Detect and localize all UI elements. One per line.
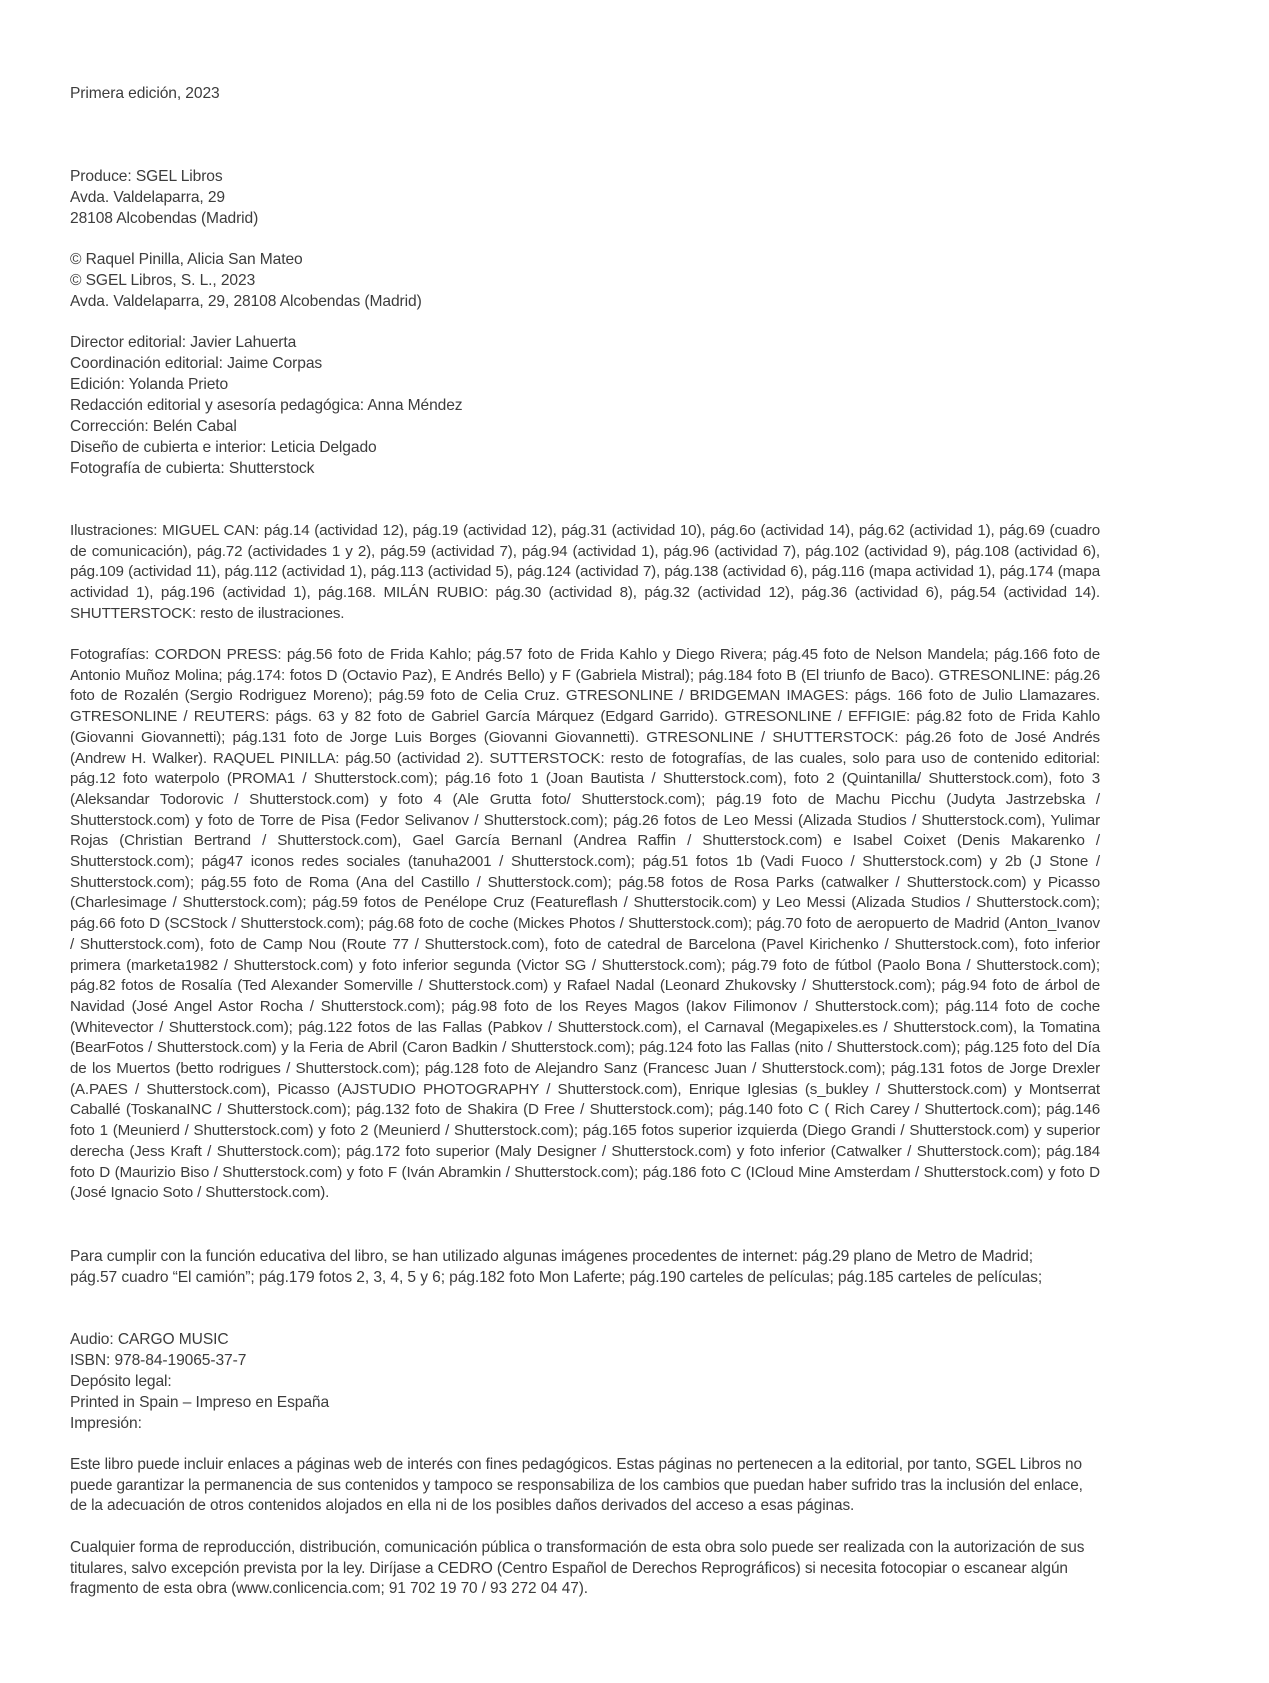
copyright-address: Avda. Valdelaparra, 29, 28108 Alcobendas (Madrid) [70,293,422,310]
credit-coordination: Coordinación editorial: Jaime Corpas [70,355,323,372]
producer-address: Avda. Valdelaparra, 29 [70,189,226,206]
credit-director: Director editorial: Javier Lahuerta [70,334,297,351]
credit-design: Diseño de cubierta e interior: Leticia Delgado [70,439,377,456]
photographs-credits: Fotografías: CORDON PRESS: pág.56 foto de Frida Kahlo; pág.57 foto de Frida Kahlo y Diego Rivera; pág.45 foto de Nelson Mandela; pág.166 foto de Antonio Muñoz Molina; pág.174: fotos D (Octavio Paz), E Andrés Bello) y F (Gabriela Mistral); pág.184 foto B (El triunfo de Baco). GTRESONLINE: pág.26 foto de Rozalén (Sergio Rodriguez Moreno); pág.59 foto de Celia Cruz. GTRESONLINE / BRIDGEMAN IMAGES: págs. 166 foto de Julio Llamazares. GTRESONLINE / REUTERS: págs. 63 y 82 foto de Gabriel García Márquez (Edgard Garrido). GTRESONLINE / EFFIGIE: pág.82 foto de Frida Kahlo (Giovanni Giovannetti); pág.131 foto de Jorge Luis Borges (Giovanni Giovannetti). GTRESONLINE / SHUTTERSTOCK: pág.26 foto de José Andrés (Andrew H. Walker). RAQUEL PINILLA: pág.50 (actividad 2). SUTTERSTOCK: resto de fotografías, de las cuales, solo para uso de contenido editorial: pág.12 foto waterpolo (PROMA1 / Shutterstock.com); pág.16 foto 1 (Joan Bautista / Shutterstock.com), foto 2 (Quintanilla/ Shutterstock.com), foto 3 (Aleksandar Todorovic / Shutterstock.com) y foto 4 (Ale Grutta foto/ Shutterstock.com); pág.19 foto de Machu Picchu (Judyta Jastrzebska / Shutterstock.com) y foto de Torre de Pisa (Fedor Selivanov / Shutterstock.com); pág.26 fotos de Leo Messi (Alizada Studios / Shutterstock.com), Yulimar Rojas (Christian Bertrand / Shutterstock.com), Gael García Bernanl (Andrea Raffin / Shutterstock.com) e Isabel Coixet (Denis Makarenko / Shutterstock.com); pág47 iconos redes sociales (tanuha2001 / Shutterstock.com); pág.51 fotos 1b (Vadi Fuoco / Shutterstock.com) y 2b (J Stone / Shutterstock.com); pág.55 foto de Roma (Ana del Castillo / Shutterstock.com); pág.58 fotos de Rosa Parks (catwalker / Shutterstock.com) y Picasso (Charlesimage / Shutterstock.com); pág.59 fotos de Penélope Cruz (Featureflash / Shutterstocik.com) y Leo Messi (Alizada Studios / Shutterstock.com); pág.66 foto D (SCStock / Shutterstock.com); pág.68 foto de coche (Mickes Photos / Shutterstock.com); pág.70 foto de aeropuerto de Madrid (Anton_Ivanov / Shutterstock.com), foto de Camp Nou (Route 77 / Shutterstock.com), foto de catedral de Barcelona (Pavel Kirichenko / Shutterstock.com), foto inferior primera (marketa1982 / Shutterstock.com) y foto inferior segunda (Victor SG / Shutterstock.com); pág.79 foto de fútbol (Paolo Bona / Shutterstock.com); pág.82 fotos de Rosalía (Ted Alexander Somerville / Shutterstock.com) y Rafael Nadal (Leonard Zhukovsky / Shutterstock.com); pág.94 foto de árbol de Navidad (José Angel Astor Rocha / Shutterstock.com); pág.98 foto de los Reyes Magos (Iakov Filimonov / Shutterstock.com); pág.114 foto de coche (Whitevector / Shutterstock.com); pág.122 fotos de las Fallas (Pabkov / Shutterstock.com), el Carnaval (Megapixeles.es / Shutterstock.com), la Tomatina (BearFotos / Shutterstock.com) y la Feria de Abril (Caron Badkin / Shutterstock.com); pág.124 foto las Fallas (nito / Shutterstock.com); pág.125 foto del Día de los Muertos (betto rodrigues / Shutterstock.com); pág.128 foto de Alejandro Sanz (Francesc Juan / Shutterstock.com); pág.131 fotos de Jorge Drexler (A.PAES / Shutterstock.com), Picasso (AJSTUDIO PHOTOGRAPHY / Shutterstock.com), Enrique Iglesias (s_bukley / Shutterstock.com) y Montserrat Caballé (ToskanaINC / Shutterstock.com); pág.132 foto de Shakira (D Free / Shutterstock.com); pág.140 foto C ( Rich Carey / Shuttertock.com); pág.146 foto 1 (Meunierd / Shutterstock.com) y foto 2 (Meunierd / Shutterstock.com); pág.165 fotos superior izquierda (Diego Grandi / Shutterstock.com) y superior derecha (Jess Kraft / Shutterstock.com); pág.172 foto superior (Maly Designer / Shutterstock.com) y foto inferior (Catwalker / Shutterstock.com); pág.184 foto D (Maurizio Biso / Shutterstock.com) y foto F (Iván Abramkin / Shutterstock.com); pág.186 foto C (ICloud Mine Amsterdam / Shutterstock.com) y foto D (José Ignacio Soto / Shutterstock.com). [70,646,1100,1202]
internet-images-line1: Para cumplir con la función educativa del libro, se han utilizado algunas imágenes procedentes de internet: pág.29 plano de Metro de Madrid; [70,1248,1033,1265]
credit-correction: Corrección: Belén Cabal [70,418,237,435]
credit-cover-photo: Fotografía de cubierta: Shutterstock [70,460,315,477]
printing-line: Impresión: [70,1415,142,1432]
producer-city: 28108 Alcobendas (Madrid) [70,210,259,227]
printed-line: Printed in Spain – Impreso en España [70,1394,330,1411]
credit-edition: Edición: Yolanda Prieto [70,376,229,393]
credit-writing: Redacción editorial y asesoría pedagógica: Anna Méndez [70,397,463,414]
producer-name: Produce: SGEL Libros [70,168,223,185]
copyright-authors: © Raquel Pinilla, Alicia San Mateo [70,251,303,268]
edition-line: Primera edición, 2023 [70,85,220,102]
links-notice: Este libro puede incluir enlaces a páginas web de interés con fines pedagógicos. Estas páginas no pertenecen a la editorial, por tanto, SGEL Libros no puede garantizar la permanencia de sus contenidos y tampoco se responsabiliza de los cambios que puedan haber sufrido tras la inclusión del enlace, de la adecuación de otros contenidos alojados en ella ni de los posibles daños derivados del acceso a esas páginas. [70,1456,1083,1515]
isbn-line: ISBN: 978-84-19065-37-7 [70,1352,247,1369]
audio-line: Audio: CARGO MUSIC [70,1331,229,1348]
internet-images-line2: pág.57 cuadro “El camión”; pág.179 fotos 2, 3, 4, 5 y 6; pág.182 foto Mon Laferte; pág.190 carteles de películas; pág.185 carteles de películas; [70,1269,1043,1286]
illustrations-credits: Ilustraciones: MIGUEL CAN: pág.14 (actividad 12), pág.19 (actividad 12), pág.31 (actividad 10), pág.6o (actividad 14), pág.62 (actividad 1), pág.69 (cuadro de comunicación), pág.72 (actividades 1 y 2), pág.59 (actividad 7), pág.94 (actividad 1), pág.96 (actividad 7), pág.102 (actividad 9), pág.108 (actividad 6), pág.109 (actividad 11), pág.112 (actividad 1), pág.113 (actividad 5), pág.124 (actividad 7), pág.138 (actividad 6), pág.116 (mapa actividad 1), pág.174 (mapa actividad 1), pág.196 (actividad 1), pág.168. MILÁN RUBIO: pág.30 (actividad 8), pág.32 (actividad 12), pág.36 (actividad 6), pág.54 (actividad 14). SHUTTERSTOCK: resto de ilustraciones. [70,522,1100,622]
deposit-line: Depósito legal: [70,1373,172,1390]
copyright-publisher: © SGEL Libros, S. L., 2023 [70,272,256,289]
rights-notice: Cualquier forma de reproducción, distribución, comunicación pública o transformación de esta obra solo puede ser realizada con la autorización de sus titulares, salvo excepción prevista por la ley. Diríjase a CEDRO (Centro Español de Derechos Reprográficos) si necesita fotocopiar o escanear algún fragmento de esta obra (www.conlicencia.com; 91 702 19 70 / 93 272 04 47). [70,1539,1085,1598]
